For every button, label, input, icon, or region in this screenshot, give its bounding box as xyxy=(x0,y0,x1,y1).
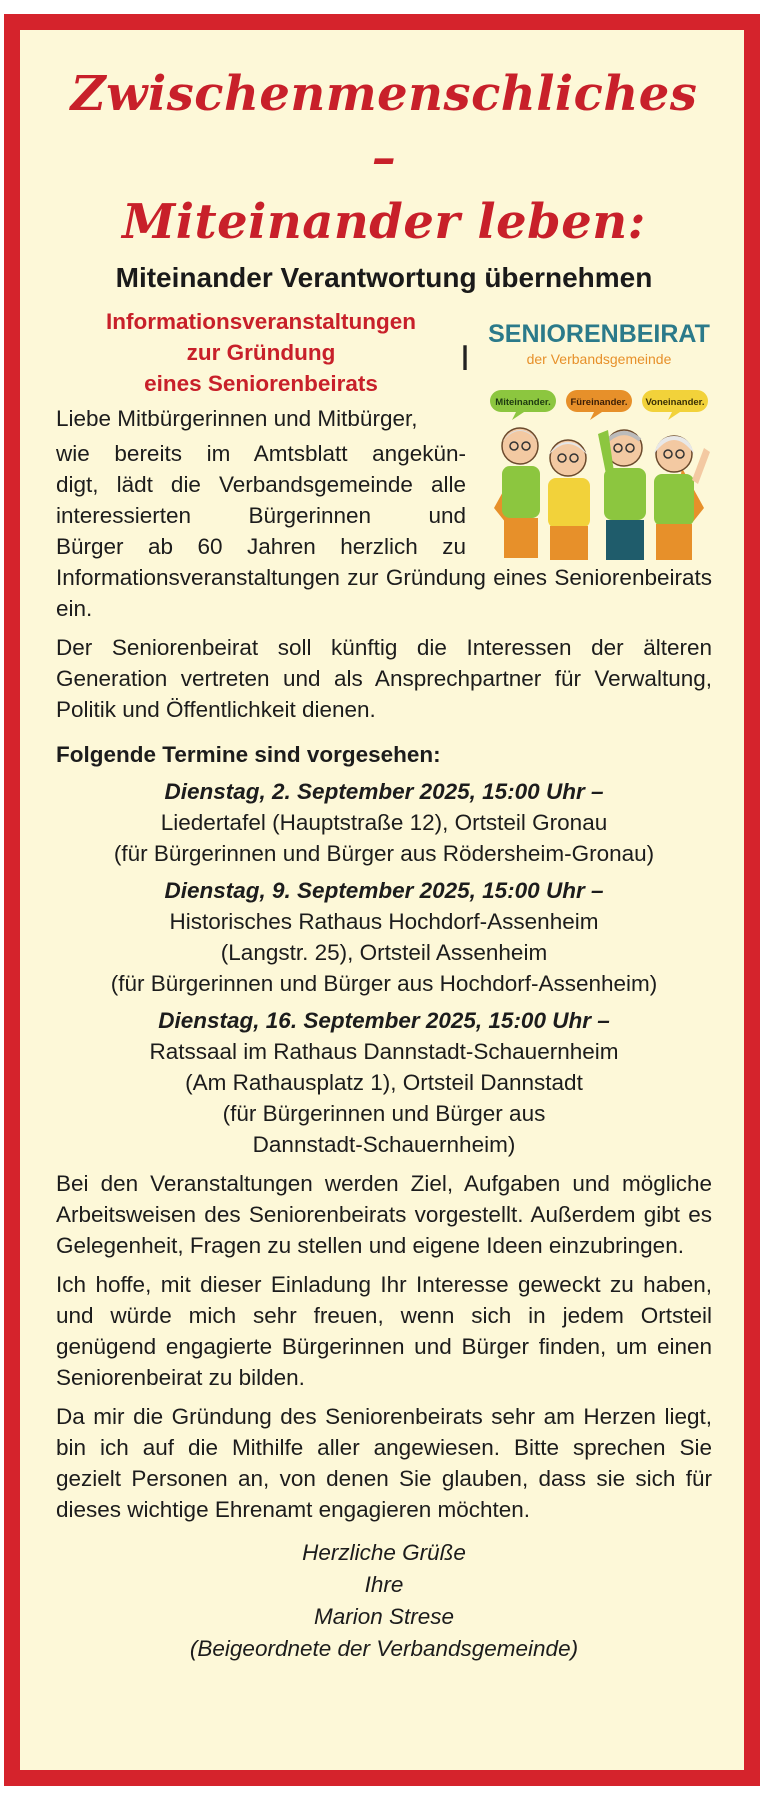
signature-ihre: Ihre xyxy=(364,1572,404,1597)
intro-block xyxy=(56,306,712,624)
signature-greeting: Herzliche Grüße xyxy=(302,1540,466,1565)
seniorenbeirat-logo xyxy=(460,308,712,566)
script-title xyxy=(56,62,712,254)
event-3-line-1: Ratssaal im Rathaus Dannstadt-Schauernheim xyxy=(149,1039,619,1064)
bubble-yellow xyxy=(642,390,708,420)
signature-name: Marion Strese xyxy=(313,1604,455,1629)
event-2-line-2: (Langstr. 25), Ortsteil Assenheim xyxy=(220,940,548,965)
seniors-illustration xyxy=(494,428,710,560)
event-2-line-1: Historisches Rathaus Hochdorf-Assenheim xyxy=(169,909,599,934)
event-2 xyxy=(56,875,712,999)
article-card xyxy=(20,30,744,1770)
intro-line-3: digt, lädt die Verbandsgemeinde alle xyxy=(56,472,466,497)
text-cursor-icon: I xyxy=(460,339,471,379)
bubble-orange xyxy=(566,390,632,420)
event-2-line-3: (für Bürgerinnen und Bürger aus Hochdorf-Assenheim) xyxy=(110,971,658,996)
event-1-line-1: Liedertafel (Hauptstraße 12), Ortsteil Gronau xyxy=(160,810,608,835)
event-1 xyxy=(56,776,712,869)
bubble-yellow-text: Voneinander. xyxy=(645,397,705,408)
bubble-green xyxy=(490,390,556,420)
signature xyxy=(56,1537,712,1665)
intro-line-1: Liebe Mitbürgerinnen und Mitbürger, xyxy=(56,406,418,431)
subtitle: Miteinander Verantwortung übernehmen xyxy=(115,262,653,293)
event-2-date: Dienstag, 9. September 2025, 15:00 Uhr – xyxy=(164,878,604,903)
logo-title: SENIORENBEIRAT xyxy=(488,320,710,348)
event-3 xyxy=(56,1005,712,1160)
bubble-orange-text: Füreinander. xyxy=(570,397,628,408)
red-frame xyxy=(4,14,760,1786)
red-heading-line-3: eines Seniorenbeirats xyxy=(144,371,378,396)
event-list xyxy=(56,776,712,1160)
logo-subtitle: der Verbandsgemeinde xyxy=(526,351,672,367)
event-3-line-2: (Am Rathausplatz 1), Ortsteil Dannstadt xyxy=(185,1070,583,1095)
intro-line-2: wie bereits im Amtsblatt angekün- xyxy=(56,441,466,466)
event-3-date: Dienstag, 16. September 2025, 15:00 Uhr – xyxy=(158,1008,610,1033)
event-3-line-4: Dannstadt-Schauernheim) xyxy=(252,1132,516,1157)
signature-role: (Beigeordnete der Verbandsgemeinde) xyxy=(189,1636,579,1661)
event-1-line-2: (für Bürgerinnen und Bürger aus Rödersheim-Gronau) xyxy=(113,841,655,866)
title-line-2: Miteinander leben: xyxy=(122,194,646,250)
event-3-line-3: (für Bürgerinnen und Bürger aus xyxy=(222,1101,546,1126)
red-heading-line-2: zur Gründung xyxy=(186,340,336,365)
event-1-date: Dienstag, 2. September 2025, 15:00 Uhr – xyxy=(164,779,604,804)
paragraph-role: Der Seniorenbeirat soll künftig die Interessen der älteren Generation vertreten und als Ansprechpartner für Verwaltung, Politik und Öffentlichkeit dienen. xyxy=(56,635,712,722)
intro-line-4: interessierten Bürgerinnen und xyxy=(56,503,466,528)
red-heading-line-1: Informationsveranstaltungen xyxy=(105,309,417,334)
bubble-green-text: Miteinander. xyxy=(495,397,551,408)
termine-heading: Folgende Termine sind vorgesehen: xyxy=(56,742,441,767)
paragraph-goals: Bei den Veranstaltungen werden Ziel, Aufgaben und mögliche Arbeitsweisen des Seniorenbeirats vorgestellt. Außerdem gibt es Gelegenheit, Fragen zu stellen und eigene Ideen einzubringen. xyxy=(56,1171,712,1258)
paragraph-help: Da mir die Gründung des Seniorenbeirats sehr am Herzen liegt, bin ich auf die Mithilfe aller angewiesen. Bitte sprechen Sie gezielt Personen an, von denen Sie glauben, dass sie sich für dieses wichtige Ehrenamt engagieren möchten. xyxy=(56,1404,712,1522)
article-body xyxy=(56,30,712,1770)
intro-rest: Informationsveranstaltungen zur Gründung eines Seniorenbeirats ein. xyxy=(56,565,712,621)
red-heading xyxy=(56,306,466,399)
intro-line-5: Bürger ab 60 Jahren herzlich zu xyxy=(56,534,466,559)
title-line-1: Zwischenmenschliches – xyxy=(70,66,698,186)
paragraph-hope: Ich hoffe, mit dieser Einladung Ihr Interesse geweckt zu haben, und würde mich sehr freuen, wenn sich in jedem Ortsteil genügend engagierte Bürgerinnen und Bürger finden, um einen Seniorenbeirat zu bilden. xyxy=(56,1272,712,1390)
